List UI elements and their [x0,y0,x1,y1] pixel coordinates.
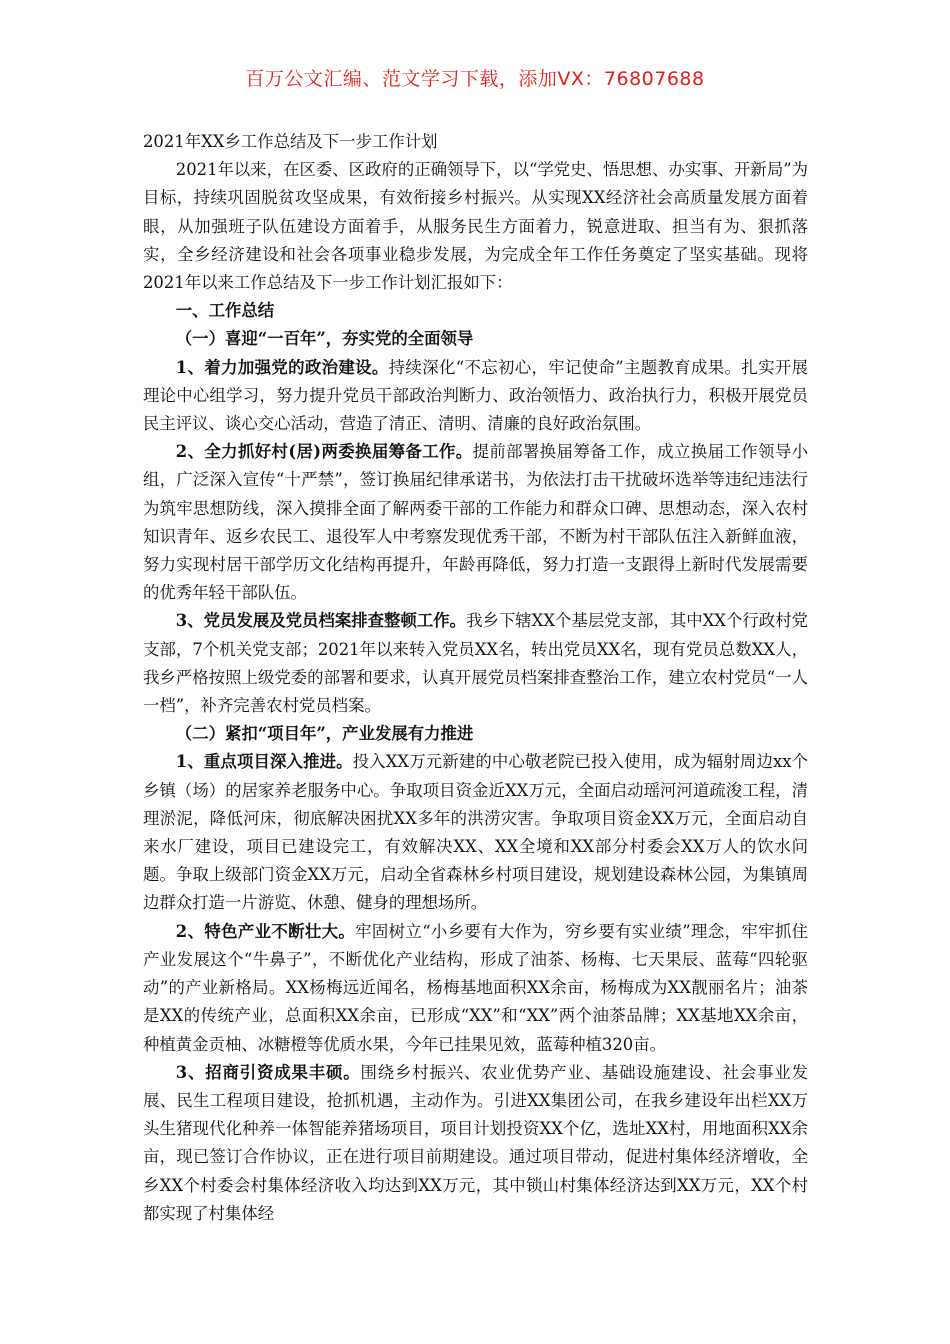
subsection-heading-party-leadership: （一）喜迎“一百年”，夯实党的全面领导 [175,329,474,349]
item-text: 我乡下辖XX个基层党支部，其中XX个行政村党支部，7个机关党支部；2021年以来转入党员XX名，转出党员XX名，现有党员总数XX人，我乡严格按照上级党委的部署和要求，认真开展党员档案排查整治工作，建立农村党员“一人一档”，补齐完善农村党员档案。 [143,611,808,716]
list-item [143,607,808,720]
item-lead: 1、重点项目深入推进。 [175,752,353,772]
item-text: 围绕乡村振兴、农业优势产业、基础设施建设、社会事业发展、民生工程项目建设，抢抓机遇，主动作为。引进XX集团公司，在我乡建设年出栏XX万头生猪现代化种养一体智能养猪场项目，项目计划投资XX个亿，选址XX村，用地面积XX余亩，现已签订合作协议，正在进行项目前期建设。通过项目带动，促进村集体经济增收，全乡XX个村委会村集体经济收入均达到XX万元，其中锁山村集体经济达到XX万元，XX个村都实现了村集体经 [143,1062,808,1223]
item-text: 提前部署换届筹备工作，成立换届工作领导小组，广泛深入宣传“十严禁”，签订换届纪律承诺书，为依法打击干扰破坏选举等违纪违法行为筑牢思想防线，深入摸排全面了解两委干部的工作能力和群众口碑、思想动态，深入农村知识青年、返乡农民工、退役军人中考察发现优秀干部，不断为村干部队伍注入新鲜血液，努力实现村居干部学历文化结构再提升，年龄再降低，努力打造一支跟得上新时代发展需要的优秀年轻干部队伍。 [143,442,808,603]
item-text: 牢固树立“小乡要有大作为，穷乡要有实业绩”理念，牢牢抓住产业发展这个“牛鼻子”，不断优化产业结构，形成了油茶、杨梅、七天果辰、蓝莓“四轮驱动”的产业新格局。XX杨梅远近闻名，杨梅基地面积XX余亩，杨梅成为XX靓丽名片；油茶是XX的传统产业，总面积XX余亩，已形成“XX”和“XX”两个油茶品牌；XX基地XX余亩，种植黄金贡柚、冰糖橙等优质水果，今年已挂果见效，蓝莓种植320亩。 [143,921,808,1054]
item-lead: 3、党员发展及党员档案排查整顿工作。 [175,611,467,631]
item-text: 投入XX万元新建的中心敬老院已投入使用，成为辐射周边xx个乡镇（场）的居家养老服务中心。争取项目资金近XX万元，全面启动瑶河河道疏浚工程，清理淤泥，降低河床，彻底解决困扰XX多年的洪涝灾害。争取项目资金XX万元，全面启动自来水厂建设，项目已建设完工，有效解决XX、XX全境和XX部分村委会XX万人的饮水问题。争取上级部门资金XX万元，启动全省森林乡村项目建设，规划建设森林公园，为集镇周边群众打造一片游览、休憩、健身的理想场所。 [143,752,808,913]
document-title: 2021年XX乡工作总结及下一步工作计划 [143,132,438,151]
subsection-heading-industry-development: （二）紧扣“项目年”，产业发展有力推进 [175,724,474,744]
list-item [143,748,808,917]
item-text: 持续深化“不忘初心，牢记使命”主题教育成果。扎实开展理论中心组学习，努力提升党员干部政治判断力、政治领悟力、政治执行力，积极开展党员民主评议、谈心交心活动，营造了清正、清明、清廉的良好政治氛围。 [143,357,808,434]
item-lead: 3、招商引资成果丰硕。 [175,1062,361,1082]
document-body [143,128,808,1228]
list-item [143,438,808,607]
header-banner: 百万公文汇编、范文学习下载，添加VX：76807688 [245,68,705,90]
list-item [143,354,808,439]
item-lead: 1、着力加强党的政治建设。 [175,357,389,377]
list-item [143,1059,808,1228]
section-heading-work-summary: 一、工作总结 [175,301,275,321]
item-lead: 2、全力抓好村(居)两委换届筹备工作。 [175,442,473,462]
intro-paragraph: 2021年以来，在区委、区政府的正确领导下，以“学党史、悟思想、办实事、开新局”为目标，持续巩固脱贫攻坚成果，有效衔接乡村振兴。从实现XX经济社会高质量发展方面着眼，从加强班子队伍建设方面着手，从服务民生方面着力，锐意进取、担当有为、狠抓落实，全乡经济建设和社会各项事业稳步发展，为完成全年工作任务奠定了坚实基础。现将2021年以来工作总结及下一步工作计划汇报如下： [143,160,808,293]
item-lead: 2、特色产业不断壮大。 [175,921,356,941]
list-item [143,918,808,1059]
